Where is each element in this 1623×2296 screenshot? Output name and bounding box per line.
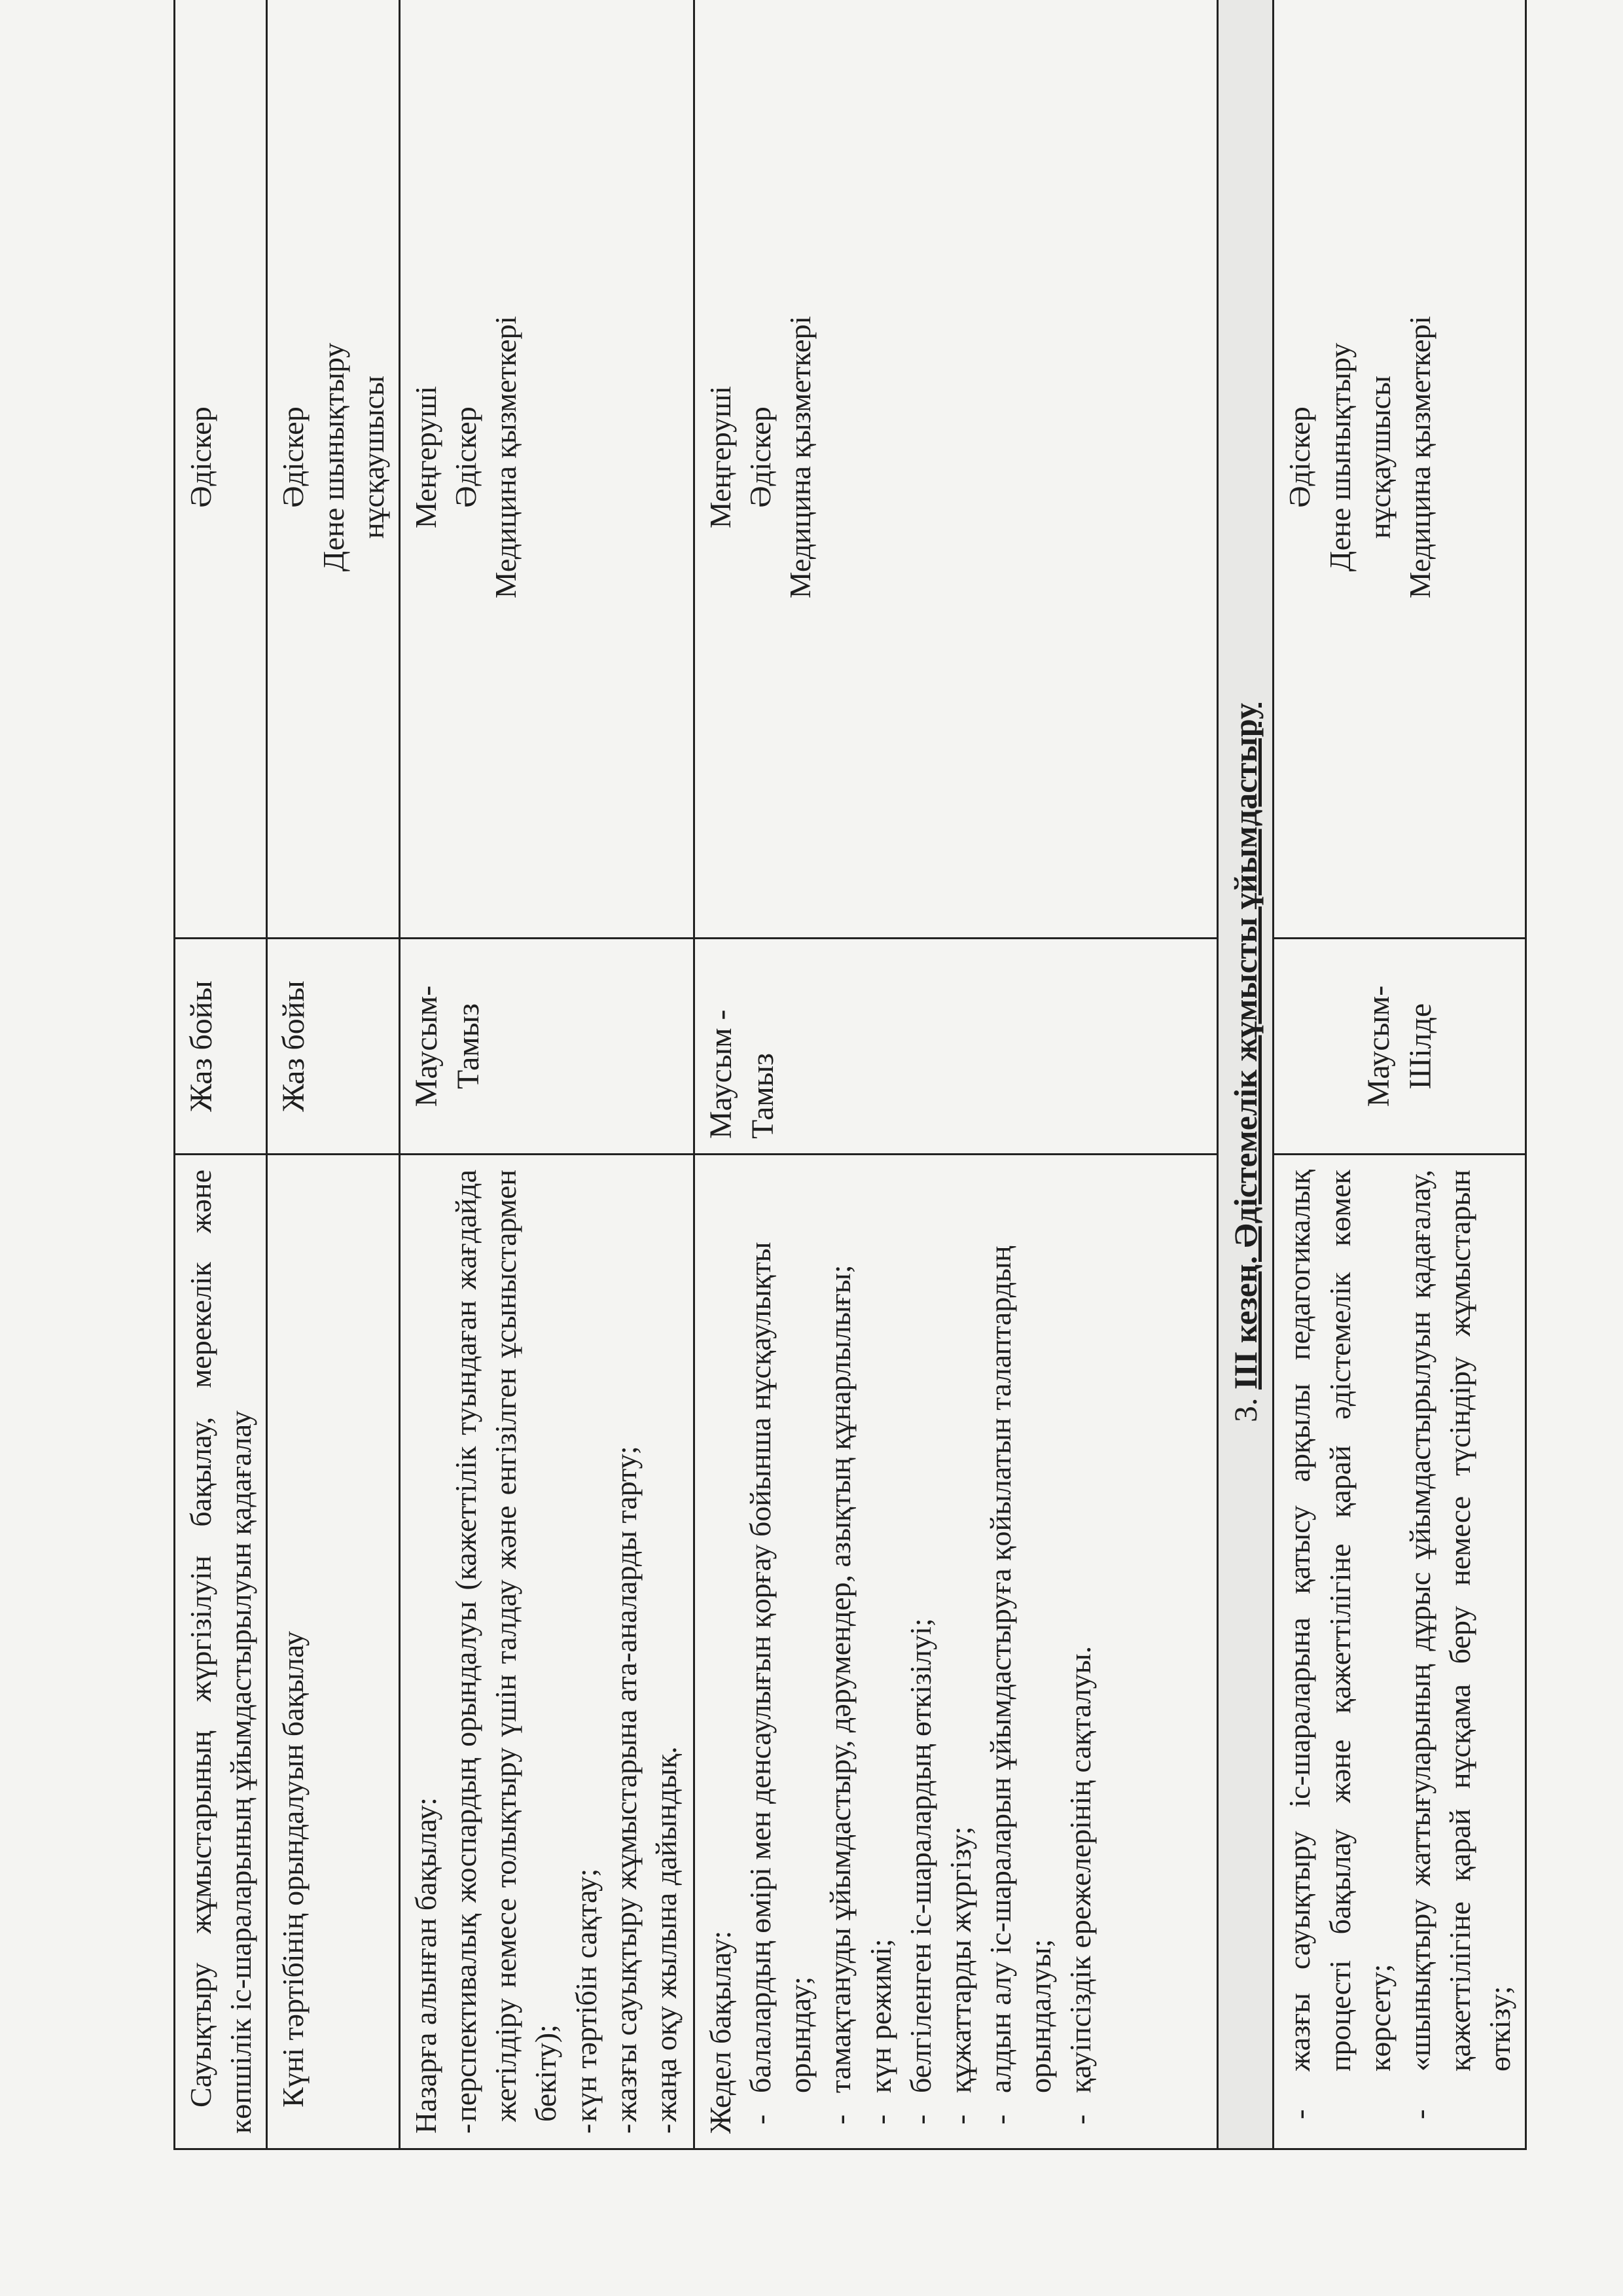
list-item: - тамақтануды ұйымдастыру, дәрумендер, азықтың құнарлылығы; — [820, 1170, 860, 2134]
list-item: - күн режимі; — [861, 1170, 901, 2134]
responsible-line: Медицина қызметкері — [489, 315, 523, 599]
responsible-line: Меңгеруші — [703, 386, 737, 529]
method-list — [1279, 1170, 1520, 2134]
period-line: Шілде — [1402, 1003, 1438, 1090]
period-line: Маусым - — [703, 1009, 738, 1139]
responsible-line: Медицина қызметкері — [1402, 315, 1436, 599]
period-cell — [267, 939, 400, 1155]
list-item: - балалардың өмірі мен денсаулығын қорғау бойынша нұсқаулықты орындау; — [740, 1170, 820, 2134]
table-row — [399, 0, 694, 2149]
row-intro: Жедел бақылау: — [703, 1930, 737, 2134]
section-header — [1217, 0, 1274, 2149]
rotated-content — [0, 16, 1623, 2268]
period-line: Маусым- — [408, 985, 444, 1107]
responsible-cell — [694, 0, 1217, 939]
responsible-line: нұсқаушысы — [1363, 375, 1397, 539]
responsible-line: нұсқаушысы — [356, 375, 390, 539]
responsible-line: Медицина қызметкері — [783, 315, 817, 599]
list-item: - жаңа оқу жылына дайындық. — [646, 1170, 686, 2134]
responsible-line: Әдіскер — [276, 406, 310, 508]
activity-cell — [267, 1155, 400, 2149]
activity-text: Күні тәртібінің орындалуын бақылау — [276, 1631, 310, 2108]
responsible-line: Меңгеруші — [408, 386, 442, 529]
list-item: - жазғы сауықтыру іс-шараларына қатысу арқылы педагогикалық процесті бақылау және қажеттілігіне қарай әдістемелік көмек көрсету; — [1279, 1170, 1400, 2134]
period-line: Тамыз — [450, 1003, 486, 1090]
list-item: - алдын алу іс-шараларын ұйымдастыруға қойылатын талаптардың орындалуы; — [980, 1170, 1060, 2134]
plan-table — [173, 0, 1527, 2150]
period-line: Тамыз — [745, 1052, 780, 1139]
control-list — [446, 1170, 686, 2134]
list-item: - жазғы сауықтыру жұмыстарына ата-аналарды тарту; — [606, 1170, 646, 2134]
responsible-cell — [399, 0, 694, 939]
table-row — [694, 0, 1217, 2149]
list-item: - перспективалық жоспардың орындалуы (кажеттілік туындаған жағдайда жетілдіру немесе толықтыру үшін талдау және енгізілген ұсыныстармен бекіту); — [446, 1170, 566, 2134]
list-item: - қауіпсіздік ережелерінің сақталуы. — [1060, 1170, 1100, 2134]
activity-cell — [694, 1155, 1217, 2149]
responsible-cell — [1274, 0, 1526, 939]
section-row — [1217, 0, 1274, 2149]
responsible-line: Әдіскер — [449, 406, 483, 508]
activity-cell — [175, 1155, 267, 2149]
responsible-line: Дене шынықтыру — [316, 342, 350, 572]
period-line: Маусым- — [1361, 985, 1397, 1107]
activity-text: Сауықтыру жұмыстарының жүргізілуін бақылау, мерекелік және көпшілік іс-шараларының ұйымдастырылуын қадағалау — [184, 1170, 258, 2134]
table-row — [267, 0, 400, 2149]
responsible-line: Дене шынықтыру — [1323, 342, 1357, 572]
responsible-line: Әдіскер — [743, 406, 777, 508]
list-item: - белгіленген іс-шаралардың өткізілуі; — [901, 1170, 940, 2134]
section-number: 3. — [1226, 1397, 1264, 1423]
list-item: - құжаттарды жүргізу; — [940, 1170, 980, 2134]
row-intro: Назарға алынған бақылау: — [408, 1797, 442, 2134]
section-title: III кезең. Әдістемелік жұмысты ұйымдастыру — [1226, 702, 1264, 1390]
activity-cell — [399, 1155, 694, 2149]
responsible-line: Әдіскер — [1283, 406, 1317, 508]
list-item: - «шынықтыру жаттығуларының дұрыс ұйымдастырылуын қадағалау, қажеттілігіне қарай нұсқама беру немесе түсіндіру жұмыстарын өткізу; — [1400, 1170, 1520, 2134]
period-cell — [399, 939, 694, 1155]
period-cell — [694, 939, 1217, 1155]
table-row — [1274, 0, 1526, 2149]
table-row — [175, 0, 267, 2149]
period-cell — [1274, 939, 1526, 1155]
list-item: - күн тәртібін сақтау; — [566, 1170, 606, 2134]
period-text: Жаз бойы — [276, 980, 312, 1112]
responsible-cell — [267, 0, 400, 939]
responsible-line: Әдіскер — [184, 406, 217, 508]
period-text: Жаз бойы — [184, 980, 219, 1112]
responsible-cell — [175, 0, 267, 939]
activity-cell — [1274, 1155, 1526, 2149]
period-cell — [175, 939, 267, 1155]
control-list — [740, 1170, 1101, 2134]
